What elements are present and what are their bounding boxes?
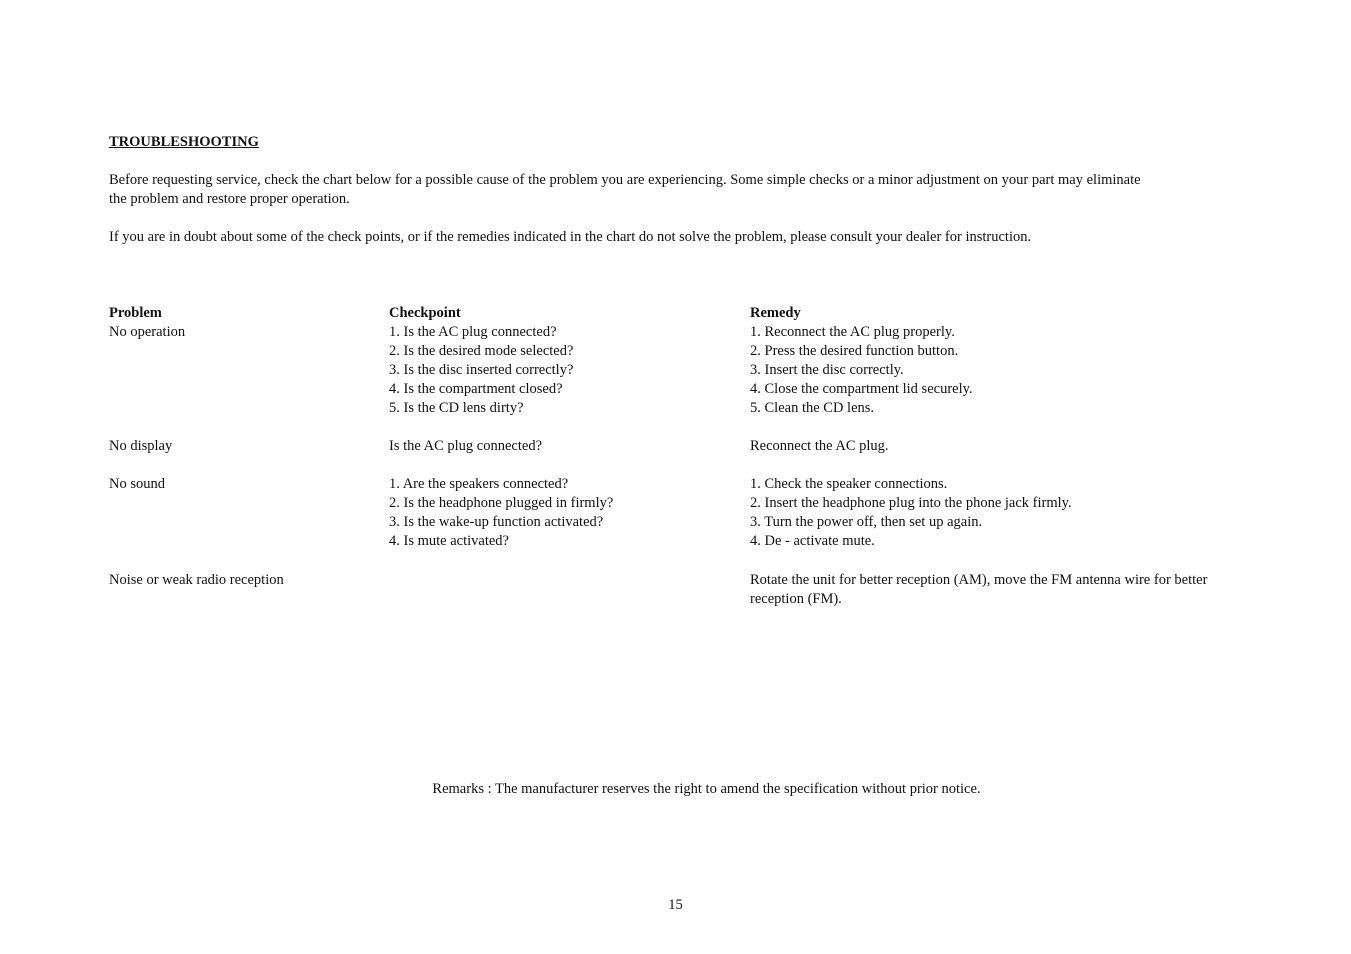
remedy-item: 3. Turn the power off, then set up again. <box>750 514 983 530</box>
checkpoint-cell <box>389 475 613 551</box>
remedy-item: 2. Insert the headphone plug into the phone jack firmly. <box>750 495 1072 511</box>
remedy-cell <box>750 437 889 456</box>
checkpoint-item: 4. Is the compartment closed? <box>389 381 563 397</box>
remedy-cell <box>750 475 1072 551</box>
intro-line: the problem and restore proper operation. <box>109 191 350 207</box>
checkpoint-item: 4. Is mute activated? <box>389 533 509 549</box>
page-title: TROUBLESHOOTING <box>109 134 259 150</box>
doubt-paragraph: If you are in doubt about some of the check points, or if the remedies indicated in the chart do not solve the problem, please consult your dealer for instruction. <box>109 229 1032 245</box>
problem-text: No sound <box>109 476 165 492</box>
checkpoint-item: 3. Is the disc inserted correctly? <box>389 362 574 378</box>
checkpoint-item: 2. Is the desired mode selected? <box>389 343 574 359</box>
problem-text: No display <box>109 438 173 454</box>
remedy-item: 5. Clean the CD lens. <box>750 400 875 416</box>
problem-cell <box>109 437 172 456</box>
remarks-note <box>0 780 1351 799</box>
remarks-text: Remarks : The manufacturer reserves the right to amend the specification without prior notice. <box>432 781 981 797</box>
header-checkpoint <box>389 304 461 323</box>
checkpoint-cell <box>389 323 573 418</box>
remedy-item: 1. Reconnect the AC plug properly. <box>750 324 955 340</box>
checkpoint-item: 2. Is the headphone plugged in firmly? <box>389 495 614 511</box>
problem-cell <box>109 475 165 494</box>
remedy-item: reception (FM). <box>750 591 842 607</box>
checkpoint-item: 5. Is the CD lens dirty? <box>389 400 524 416</box>
remedy-item: 3. Insert the disc correctly. <box>750 362 904 378</box>
remedy-item: 2. Press the desired function button. <box>750 343 959 359</box>
remedy-cell <box>750 323 973 418</box>
remedy-item: Rotate the unit for better reception (AM), move the FM antenna wire for better <box>750 572 1208 588</box>
column-header: Problem <box>109 305 162 321</box>
checkpoint-item: 1. Are the speakers connected? <box>389 476 569 492</box>
remedy-item: 1. Check the speaker connections. <box>750 476 948 492</box>
intro-paragraph <box>109 171 1229 209</box>
column-header: Remedy <box>750 305 801 321</box>
checkpoint-cell <box>389 437 542 456</box>
header-remedy <box>750 304 801 323</box>
problem-cell <box>109 571 284 590</box>
intro-line: Before requesting service, check the chart below for a possible cause of the problem you are experiencing. Some simple checks or a minor adjustment on your part may eliminate <box>109 172 1141 188</box>
problem-text: No operation <box>109 324 186 340</box>
checkpoint-item: Is the AC plug connected? <box>389 438 543 454</box>
remedy-cell <box>750 571 1207 609</box>
remedy-item: 4. De - activate mute. <box>750 533 875 549</box>
checkpoint-item: 3. Is the wake-up function activated? <box>389 514 604 530</box>
checkpoint-item: 1. Is the AC plug connected? <box>389 324 557 340</box>
remedy-item: Reconnect the AC plug. <box>750 438 889 454</box>
page-number: 15 <box>668 897 683 913</box>
problem-text: Noise or weak radio reception <box>109 572 284 588</box>
header-problem <box>109 304 162 323</box>
column-header: Checkpoint <box>389 305 461 321</box>
problem-cell <box>109 323 185 342</box>
remedy-item: 4. Close the compartment lid securely. <box>750 381 973 397</box>
